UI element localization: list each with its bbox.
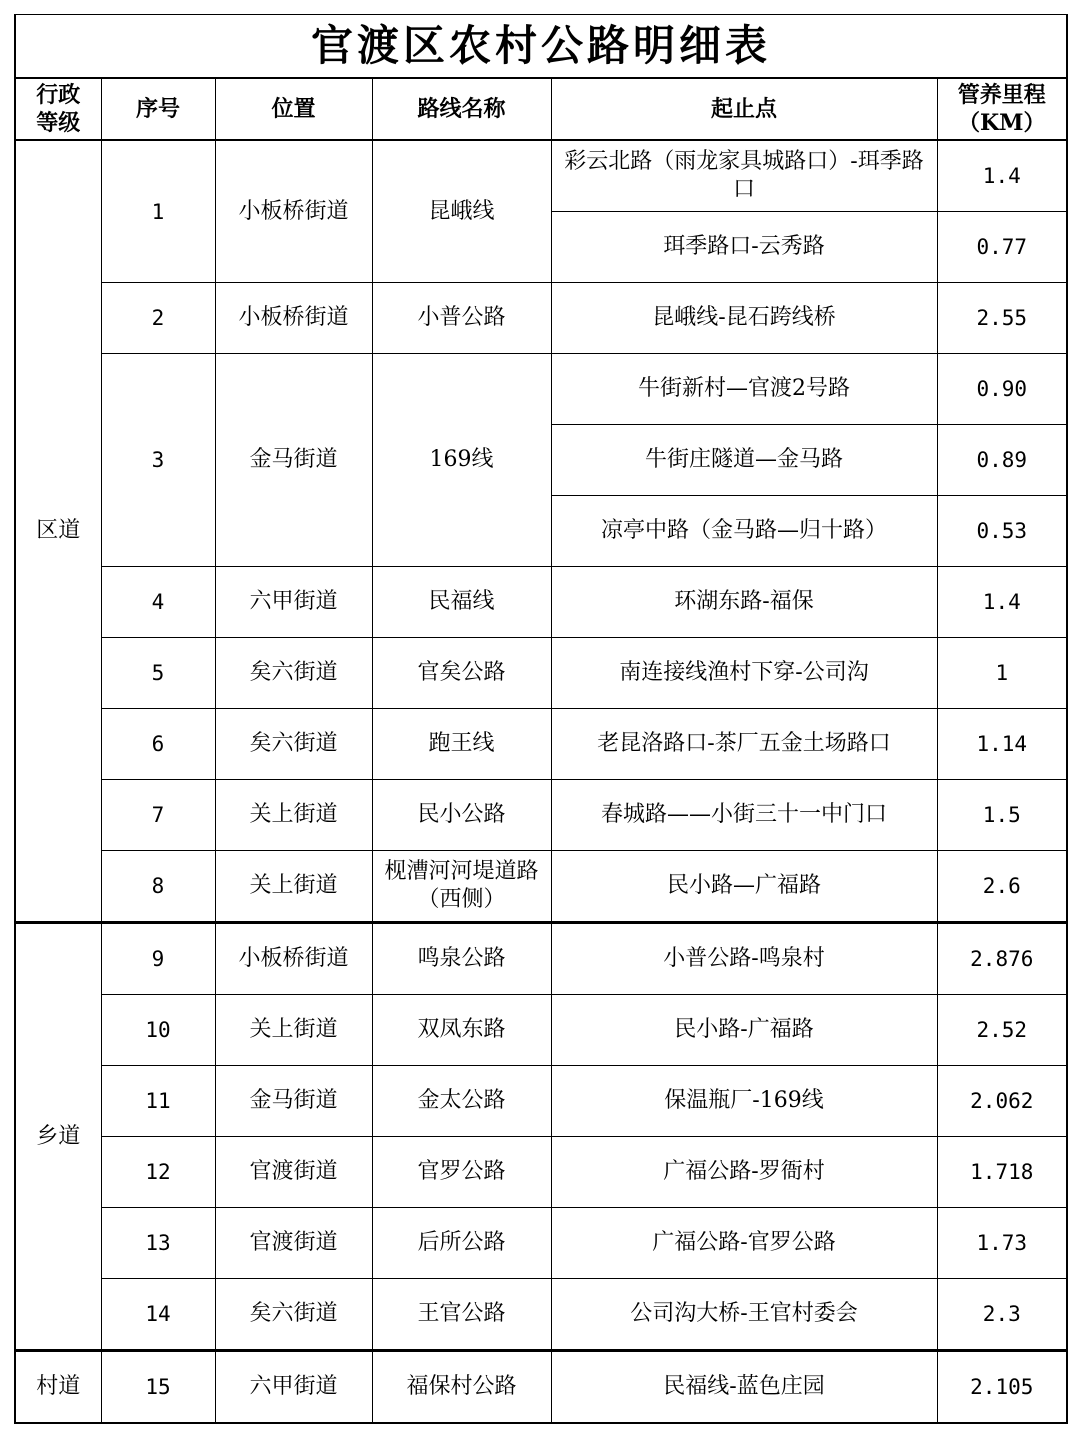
- location-cell: 关上街道: [215, 780, 372, 851]
- level-cell: 乡道: [15, 923, 101, 1351]
- route-cell: 双凤东路: [372, 995, 551, 1066]
- endpoints-cell: 民小路—广福路: [551, 851, 937, 923]
- table-row: [15, 709, 1067, 780]
- seq-cell: 4: [101, 567, 215, 638]
- seq-cell: 1: [101, 140, 215, 283]
- route-cell: 官罗公路: [372, 1137, 551, 1208]
- location-cell: 矣六街道: [215, 709, 372, 780]
- mileage-cell: 2.52: [937, 995, 1067, 1066]
- mileage-cell: 2.105: [937, 1351, 1067, 1424]
- header-endpoints: 起止点: [551, 78, 937, 140]
- location-cell: 矣六街道: [215, 638, 372, 709]
- mileage-cell: 2.55: [937, 283, 1067, 354]
- endpoints-cell: 凉亭中路（金马路—归十路）: [551, 496, 937, 567]
- mileage-cell: 1.4: [937, 140, 1067, 212]
- table-row: [15, 354, 1067, 425]
- seq-cell: 6: [101, 709, 215, 780]
- seq-cell: 13: [101, 1208, 215, 1279]
- header-level-line1: 行政: [36, 82, 81, 108]
- title-row: [15, 15, 1067, 79]
- location-cell: 小板桥街道: [215, 283, 372, 354]
- location-cell: 关上街道: [215, 995, 372, 1066]
- table-row: [15, 1351, 1067, 1424]
- table-row: [15, 995, 1067, 1066]
- mileage-cell: 1.14: [937, 709, 1067, 780]
- mileage-cell: 1.4: [937, 567, 1067, 638]
- seq-cell: 14: [101, 1279, 215, 1351]
- table-row: [15, 1208, 1067, 1279]
- location-cell: 小板桥街道: [215, 140, 372, 283]
- location-cell: 官渡街道: [215, 1137, 372, 1208]
- seq-cell: 12: [101, 1137, 215, 1208]
- route-cell: 小普公路: [372, 283, 551, 354]
- endpoints-cell: 环湖东路-福保: [551, 567, 937, 638]
- seq-cell: 15: [101, 1351, 215, 1424]
- endpoints-cell: 老昆洛路口-茶厂五金土场路口: [551, 709, 937, 780]
- seq-cell: 9: [101, 923, 215, 995]
- table-title: 官渡区农村公路明细表: [15, 15, 1067, 79]
- endpoints-cell: 保温瓶厂-169线: [551, 1066, 937, 1137]
- mileage-cell: 0.77: [937, 212, 1067, 283]
- header-seq: 序号: [101, 78, 215, 140]
- table-row: [15, 923, 1067, 995]
- endpoints-cell: 牛街庄隧道—金马路: [551, 425, 937, 496]
- table-row: [15, 567, 1067, 638]
- route-cell: 鸣泉公路: [372, 923, 551, 995]
- header-route: 路线名称: [372, 78, 551, 140]
- seq-cell: 10: [101, 995, 215, 1066]
- table-row: [15, 638, 1067, 709]
- endpoints-cell: 广福公路-官罗公路: [551, 1208, 937, 1279]
- endpoints-cell: 彩云北路（雨龙家具城路口）-珥季路口: [551, 140, 937, 212]
- route-cell: 昆峨线: [372, 140, 551, 283]
- header-mileage-line2: （KM）: [958, 110, 1046, 136]
- location-cell: 六甲街道: [215, 567, 372, 638]
- table-row: [15, 851, 1067, 923]
- location-cell: 关上街道: [215, 851, 372, 923]
- route-cell: 民福线: [372, 567, 551, 638]
- mileage-cell: 1.73: [937, 1208, 1067, 1279]
- location-cell: 金马街道: [215, 1066, 372, 1137]
- location-cell: 矣六街道: [215, 1279, 372, 1351]
- table-row: [15, 283, 1067, 354]
- table-body: [15, 140, 1067, 1423]
- mileage-cell: 0.53: [937, 496, 1067, 567]
- location-cell: 官渡街道: [215, 1208, 372, 1279]
- header-mileage-line1: 管养里程: [957, 82, 1046, 108]
- mileage-cell: 2.876: [937, 923, 1067, 995]
- level-cell: 区道: [15, 140, 101, 923]
- header-level: [15, 78, 101, 140]
- mileage-cell: 1.718: [937, 1137, 1067, 1208]
- table-row: [15, 1066, 1067, 1137]
- endpoints-cell: 南连接线渔村下穿-公司沟: [551, 638, 937, 709]
- route-cell: 169线: [372, 354, 551, 567]
- route-cell: 金太公路: [372, 1066, 551, 1137]
- seq-cell: 8: [101, 851, 215, 923]
- table-row: [15, 1279, 1067, 1351]
- header-location: 位置: [215, 78, 372, 140]
- endpoints-cell: 广福公路-罗衙村: [551, 1137, 937, 1208]
- mileage-cell: 0.90: [937, 354, 1067, 425]
- table-row: [15, 1137, 1067, 1208]
- endpoints-cell: 民小路-广福路: [551, 995, 937, 1066]
- seq-cell: 2: [101, 283, 215, 354]
- road-table: [14, 14, 1068, 1424]
- header-level-line2: 等级: [36, 110, 81, 136]
- location-cell: 六甲街道: [215, 1351, 372, 1424]
- table-row: [15, 780, 1067, 851]
- table-row: [15, 140, 1067, 212]
- seq-cell: 3: [101, 354, 215, 567]
- header-mileage: [937, 78, 1067, 140]
- location-cell: 小板桥街道: [215, 923, 372, 995]
- header-row: [15, 78, 1067, 140]
- route-cell: 跑王线: [372, 709, 551, 780]
- endpoints-cell: 公司沟大桥-王官村委会: [551, 1279, 937, 1351]
- route-cell: 官矣公路: [372, 638, 551, 709]
- endpoints-cell: 民福线-蓝色庄园: [551, 1351, 937, 1424]
- mileage-cell: 2.6: [937, 851, 1067, 923]
- endpoints-cell: 牛街新村—官渡2号路: [551, 354, 937, 425]
- level-cell: 村道: [15, 1351, 101, 1424]
- endpoints-cell: 珥季路口-云秀路: [551, 212, 937, 283]
- mileage-cell: 0.89: [937, 425, 1067, 496]
- seq-cell: 5: [101, 638, 215, 709]
- seq-cell: 11: [101, 1066, 215, 1137]
- mileage-cell: 1.5: [937, 780, 1067, 851]
- location-cell: 金马街道: [215, 354, 372, 567]
- route-cell: 福保村公路: [372, 1351, 551, 1424]
- route-cell: 民小公路: [372, 780, 551, 851]
- mileage-cell: 1: [937, 638, 1067, 709]
- route-cell: 枧漕河河堤道路（西侧）: [372, 851, 551, 923]
- endpoints-cell: 春城路——小街三十一中门口: [551, 780, 937, 851]
- mileage-cell: 2.3: [937, 1279, 1067, 1351]
- route-cell: 王官公路: [372, 1279, 551, 1351]
- seq-cell: 7: [101, 780, 215, 851]
- endpoints-cell: 昆峨线-昆石跨线桥: [551, 283, 937, 354]
- mileage-cell: 2.062: [937, 1066, 1067, 1137]
- endpoints-cell: 小普公路-鸣泉村: [551, 923, 937, 995]
- route-cell: 后所公路: [372, 1208, 551, 1279]
